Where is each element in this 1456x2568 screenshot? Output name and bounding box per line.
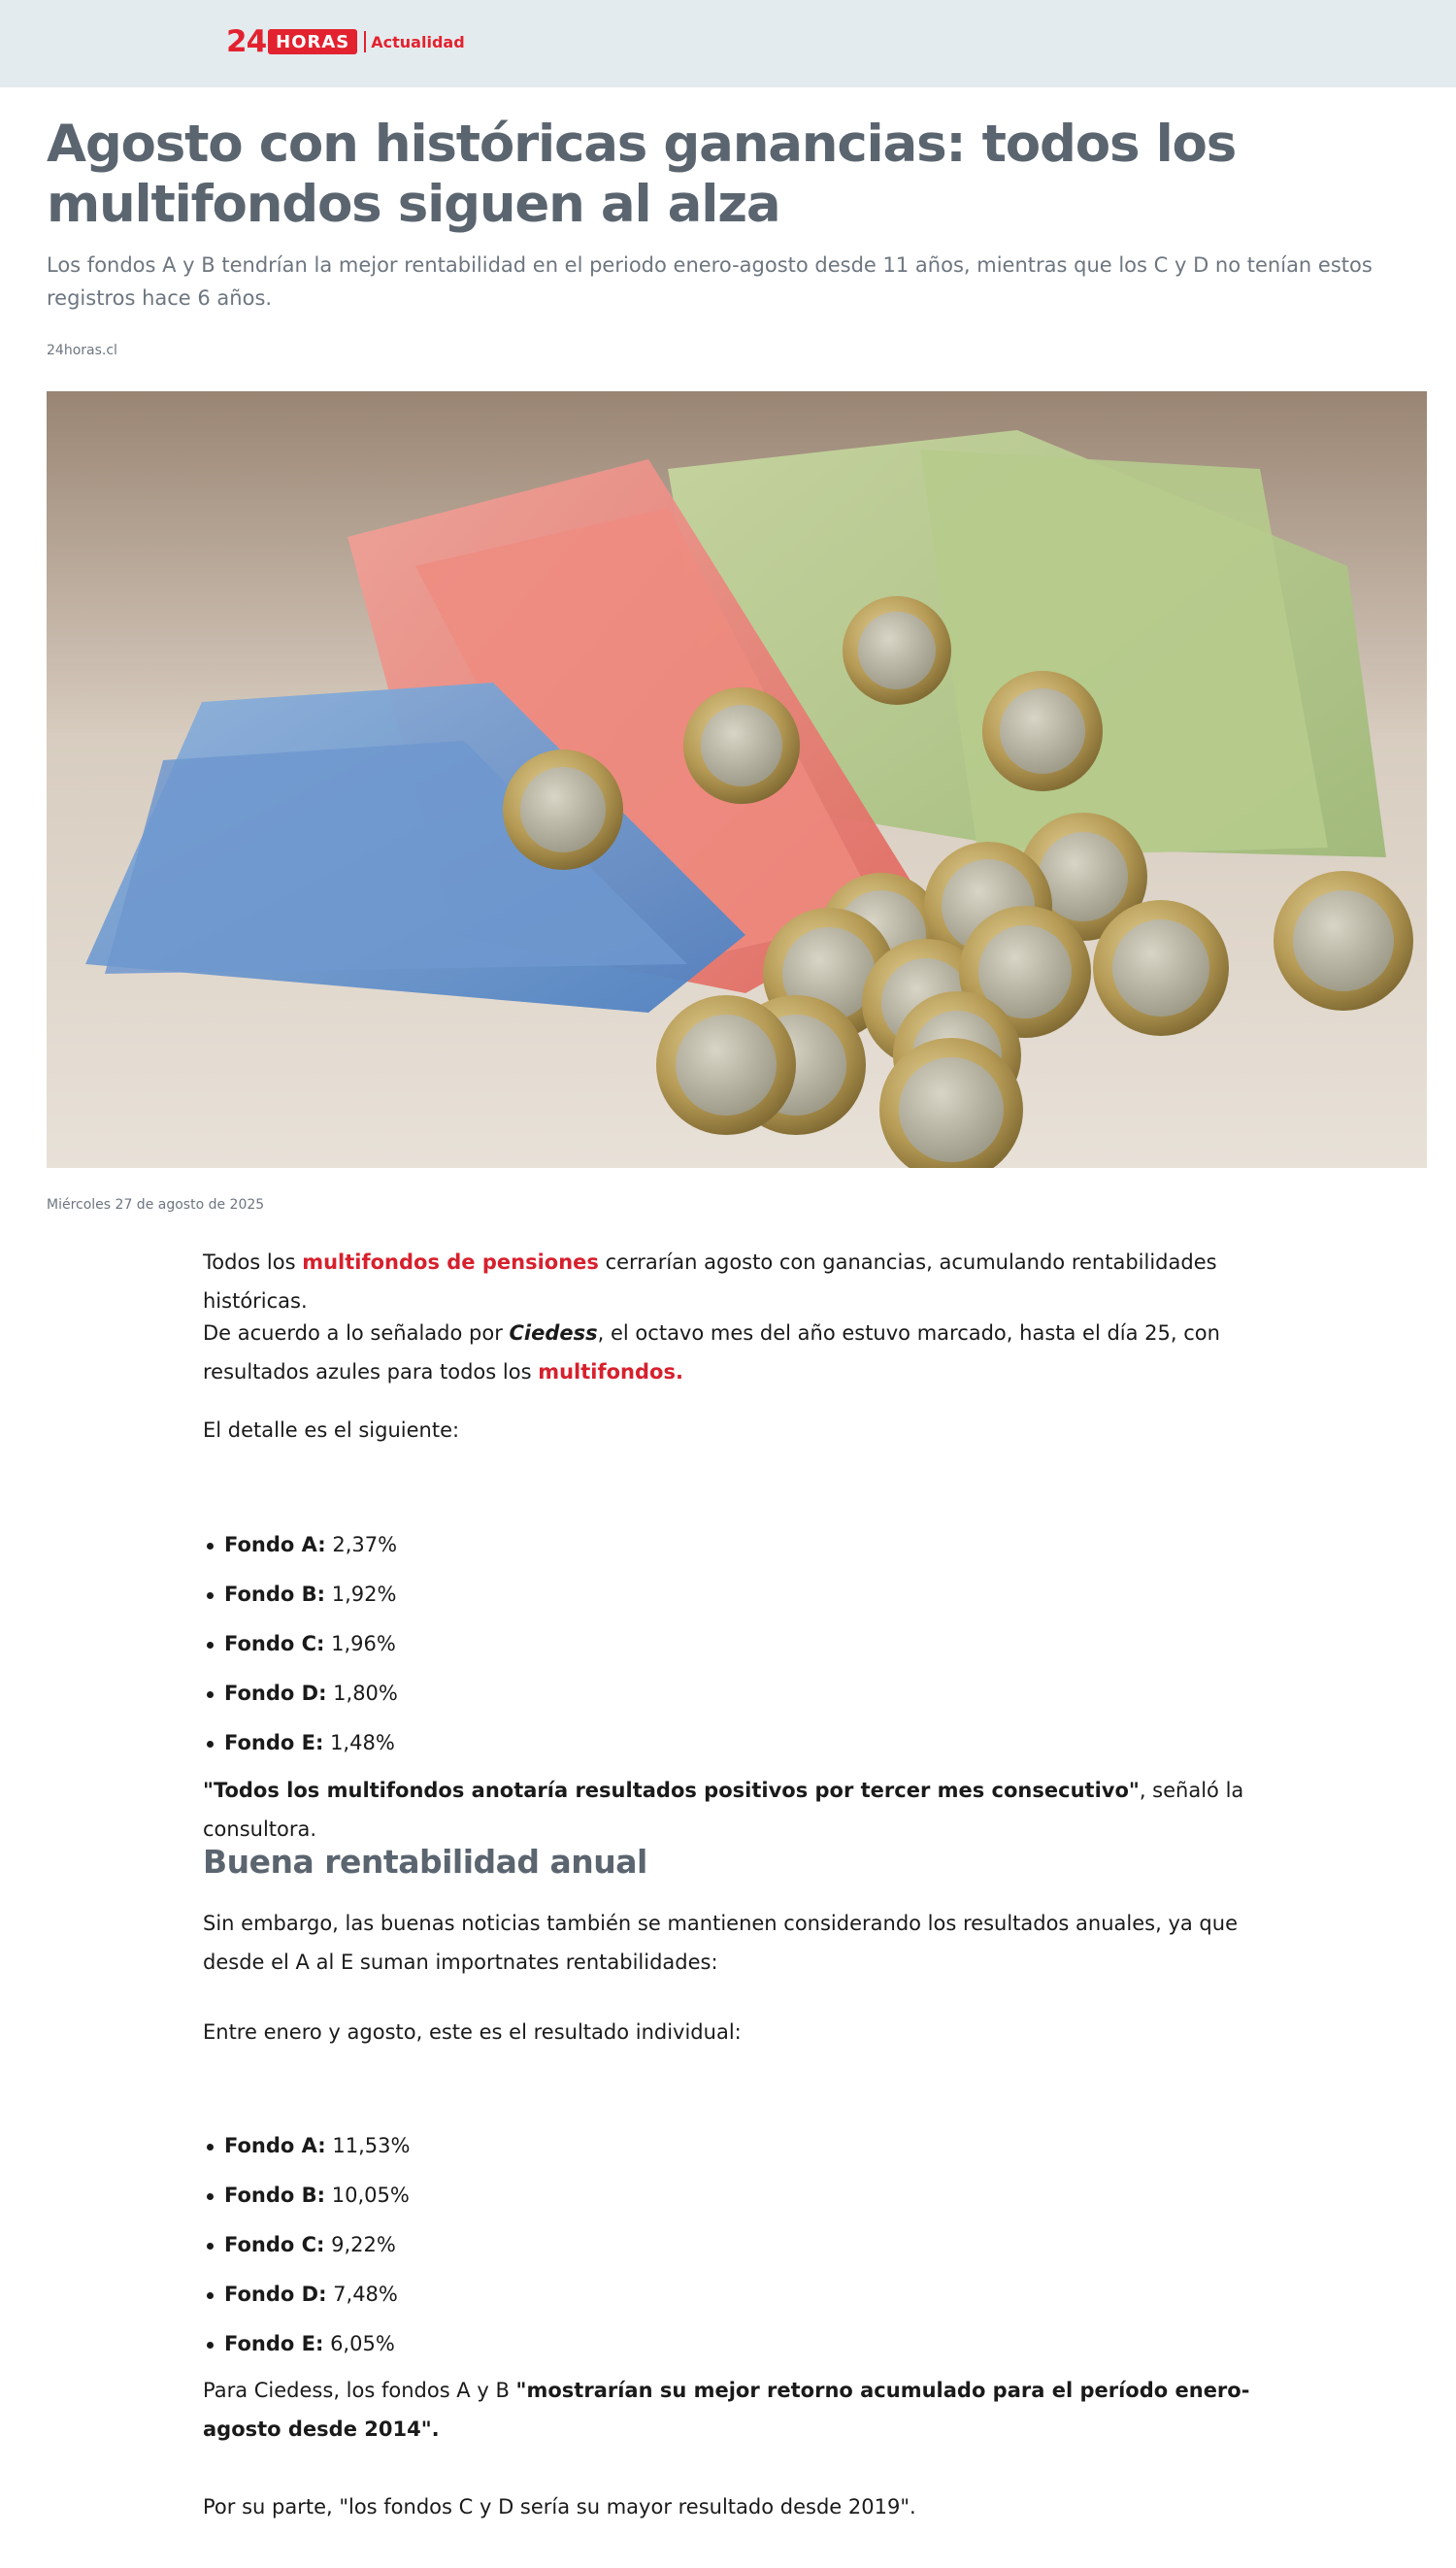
paragraph-quote: [203, 1771, 1290, 1849]
fund-label: Fondo B:: [224, 1583, 326, 1606]
paragraph-anual: Sin embargo, las buenas noticias también se mantienen considerando los resultados anuales, ya que desde el A al E suman importnates rentabilidades:: [203, 1912, 1238, 1974]
paragraph-enero-agosto: Entre enero y agosto, este es el resultado individual:: [203, 2020, 742, 2044]
logo-number: 24: [226, 23, 267, 59]
fund-label: Fondo A:: [224, 2134, 326, 2157]
article-source: 24horas.cl: [47, 343, 117, 358]
fund-value: 1,92%: [325, 1583, 397, 1606]
paragraph-fondos-cd: Por su parte, "los fondos C y D sería su mayor resultado desde 2019".: [203, 2495, 916, 2518]
fund-label: Fondo B:: [224, 2184, 326, 2207]
monthly-results-list: [224, 1525, 807, 1773]
list-item: [224, 2225, 807, 2275]
fund-value: 1,48%: [323, 1731, 395, 1754]
fund-value: 1,80%: [326, 1682, 398, 1705]
fund-label: Fondo A:: [224, 1533, 326, 1556]
link-multifondos-pensiones[interactable]: multifondos de pensiones: [302, 1251, 599, 1274]
quote-text: "Todos los multifondos anotaría resultados positivos por tercer mes consecutivo": [203, 1779, 1140, 1802]
text: , señaló la consultora.: [203, 1779, 1244, 1841]
list-item: [224, 1575, 807, 1624]
fund-label: Fondo D:: [224, 2283, 327, 2306]
list-item: [224, 1624, 807, 1674]
text: Todos los: [203, 1251, 303, 1274]
list-item: [224, 1674, 807, 1723]
link-multifondos[interactable]: multifondos.: [538, 1360, 683, 1384]
section-link[interactable]: Actualidad: [371, 32, 465, 51]
article-title: Agosto con históricas ganancias: todos los multifondos siguen al alza: [47, 115, 1237, 234]
section-heading: Buena rentabilidad anual: [203, 1843, 647, 1881]
text: Para Ciedess, los fondos A y B: [203, 2379, 516, 2402]
fund-label: Fondo C:: [224, 2233, 325, 2256]
paragraph-detalle: El detalle es el siguiente:: [203, 1418, 460, 1442]
fund-label: Fondo E:: [224, 1731, 324, 1754]
annual-results-list: [224, 2126, 807, 2374]
fund-label: Fondo E:: [224, 2332, 324, 2355]
fund-value: 2,37%: [325, 1533, 398, 1556]
paragraph-retorno: [203, 2371, 1290, 2449]
list-item: [224, 2176, 807, 2225]
article-subtitle: Los fondos A y B tendrían la mejor rentabilidad en el periodo enero-agosto desde 11 años, mientras que los C y D no tenían estos registros hace 6 años.: [47, 253, 1373, 310]
list-item: [224, 1525, 807, 1575]
fund-value: 7,48%: [326, 2283, 398, 2306]
logo-separator: [364, 31, 366, 52]
list-item: [224, 1723, 807, 1773]
fund-value: 10,05%: [325, 2184, 410, 2207]
text: De acuerdo a lo señalado por: [203, 1321, 510, 1345]
list-item: [224, 2275, 807, 2324]
hero-image: [47, 391, 1427, 1168]
site-header: [0, 0, 1456, 87]
paragraph-intro: [203, 1243, 1290, 1320]
fund-value: 6,05%: [323, 2332, 395, 2355]
list-item: [224, 2126, 807, 2176]
fund-value: 9,22%: [324, 2233, 396, 2256]
emphasis-ciedess: Ciedess: [509, 1321, 598, 1345]
article-date: Miércoles 27 de agosto de 2025: [47, 1197, 265, 1213]
logo-word: HORAS: [268, 29, 357, 55]
text: cerrarían agosto con ganancias, acumulando rentabilidades históricas.: [203, 1251, 1217, 1313]
site-logo[interactable]: [226, 23, 465, 59]
fund-value: 11,53%: [325, 2134, 411, 2157]
fund-label: Fondo C:: [224, 1632, 325, 1655]
fund-label: Fondo D:: [224, 1682, 327, 1705]
banknotes-coins-illustration: [47, 391, 1427, 1168]
paragraph-ciedess: [203, 1314, 1290, 1391]
list-item: [224, 2324, 807, 2374]
text: , el octavo mes del año estuvo marcado, hasta el día 25, con resultados azules para todos los: [203, 1321, 1220, 1384]
quote-text: "mostrarían su mejor retorno acumulado para el período enero-agosto desde 2014".: [203, 2379, 1250, 2441]
fund-value: 1,96%: [324, 1632, 396, 1655]
